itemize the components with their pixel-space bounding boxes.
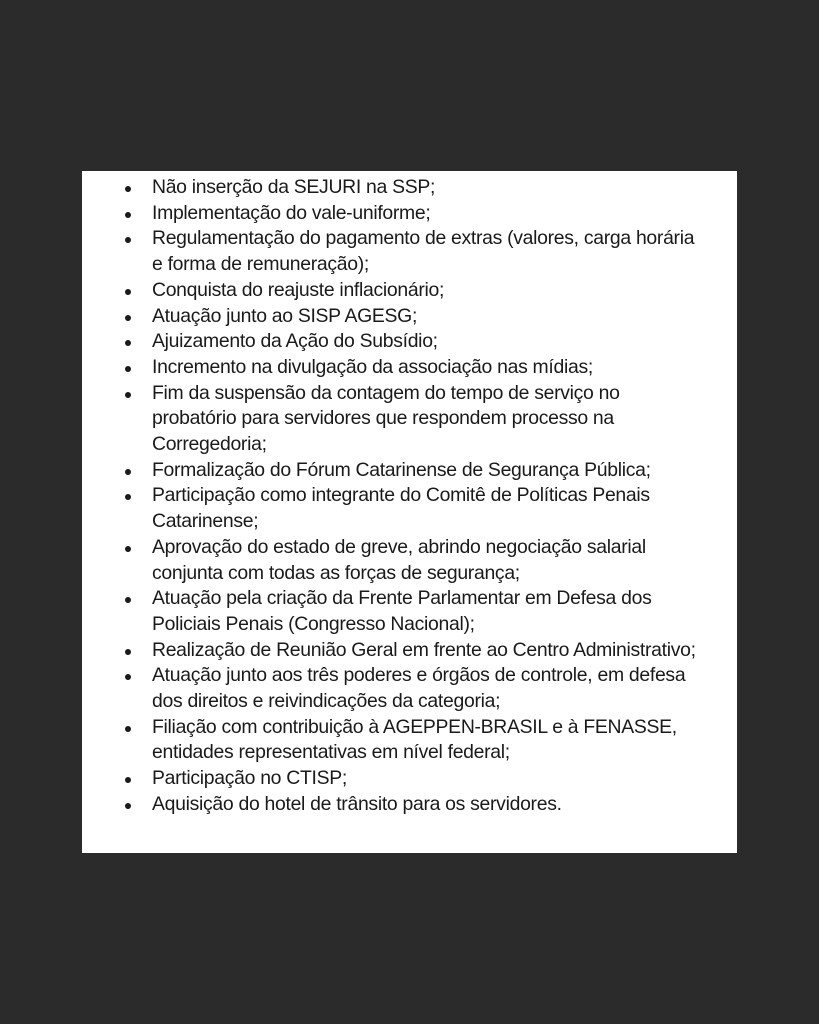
bullet-icon — [125, 212, 131, 218]
bullet-icon — [125, 803, 131, 809]
list-item-text: Participação no CTISP; — [152, 767, 347, 790]
list-item — [116, 304, 707, 330]
list-item — [116, 381, 707, 458]
bullet-icon — [125, 237, 131, 243]
list-item-text: Atuação pela criação da Frente Parlamentar em Defesa dos Policiais Penais (Congresso Nacional); — [152, 587, 652, 635]
bullet-icon — [125, 494, 131, 500]
bullet-icon — [125, 649, 131, 655]
list-item-text: Regulamentação do pagamento de extras (valores, carga horária e forma de remuneração); — [152, 227, 695, 276]
list-item-text: Participação como integrante do Comitê de Políticas Penais Catarinense; — [152, 484, 650, 533]
list-item-text: Atuação junto ao SISP AGESG; — [152, 304, 418, 327]
list-item-text: Realização de Reunião Geral em frente ao Centro Administrativo; — [152, 638, 696, 661]
list-item — [116, 535, 707, 586]
bullet-icon — [125, 315, 131, 321]
list-item — [116, 663, 707, 714]
bullet-icon — [125, 597, 131, 603]
list-item — [116, 483, 707, 534]
bullet-icon — [125, 469, 131, 475]
bullet-icon — [125, 366, 131, 372]
list-item-text: Atuação junto aos três poderes e órgãos de controle, em defesa dos direitos e reivindicações da categoria; — [152, 664, 686, 713]
content-card — [82, 171, 737, 853]
list-item — [116, 586, 707, 637]
list-item-text: Filiação com contribuição à AGEPPEN-BRASIL e à FENASSE, entidades representativas em nível federal; — [152, 715, 677, 764]
list-item — [116, 715, 707, 766]
bullet-icon — [125, 546, 131, 552]
bullet-icon — [125, 392, 131, 398]
list-item-text: Fim da suspensão da contagem do tempo de serviço no probatório para servidores que respondem processo na Corregedoria; — [152, 381, 620, 456]
list-item-text: Conquista do reajuste inflacionário; — [152, 278, 445, 301]
list-item-text: Não inserção da SEJURI na SSP; — [152, 176, 436, 198]
bullet-icon — [125, 340, 131, 346]
list-item — [116, 355, 707, 381]
list-item-text: Incremento na divulgação da associação nas mídias; — [152, 355, 593, 378]
bullet-icon — [125, 674, 131, 680]
list-item — [116, 792, 707, 818]
bullet-icon — [125, 186, 131, 192]
achievements-list — [116, 175, 707, 818]
list-item-text: Formalização do Fórum Catarinense de Segurança Pública; — [152, 458, 651, 481]
bullet-icon — [125, 726, 131, 732]
bullet-icon — [125, 777, 131, 783]
list-item — [116, 766, 707, 792]
list-item — [116, 175, 707, 201]
list-item — [116, 201, 707, 227]
list-item-text: Implementação do vale-uniforme; — [152, 201, 431, 224]
list-item — [116, 226, 707, 277]
list-item — [116, 278, 707, 304]
list-item — [116, 638, 707, 664]
list-item — [116, 458, 707, 484]
bullet-icon — [125, 289, 131, 295]
list-item — [116, 329, 707, 355]
list-item-text: Aquisição do hotel de trânsito para os servidores. — [152, 792, 562, 815]
list-item-text: Aprovação do estado de greve, abrindo negociação salarial conjunta com todas as forças de segurança; — [152, 535, 646, 584]
list-item-text: Ajuizamento da Ação do Subsídio; — [152, 330, 438, 353]
